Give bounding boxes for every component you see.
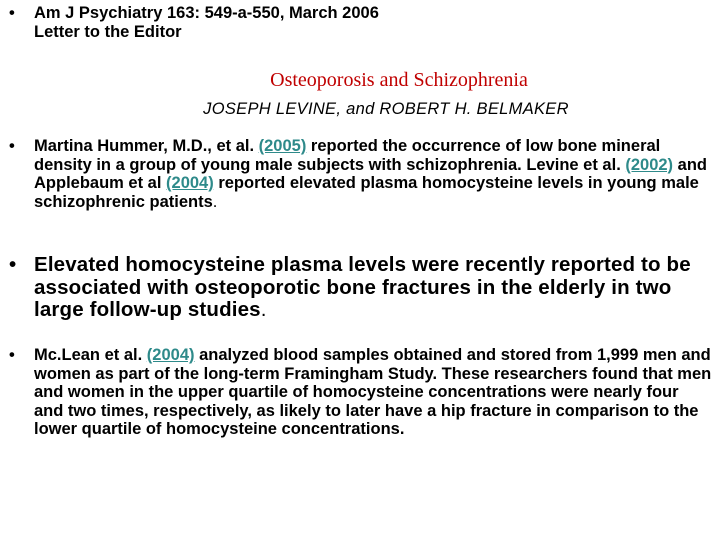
- bullet: •: [9, 253, 17, 276]
- citation-link-2002[interactable]: (2002): [625, 155, 674, 174]
- bullet: •: [9, 137, 15, 155]
- header-text: [34, 4, 712, 41]
- paragraph-text: [34, 346, 712, 439]
- text-run: Martina Hummer, M.D., et al.: [34, 137, 259, 155]
- text-run: Mc.Lean et al.: [34, 346, 147, 364]
- citation-link-2004[interactable]: (2004): [146, 346, 195, 364]
- article-type: Letter to the Editor: [34, 22, 182, 41]
- text-run: reported the occurrence of low bone mineral density in a group of young male subjects with schizophrenia. Levine et al.: [34, 137, 661, 174]
- bullet: •: [9, 346, 15, 364]
- text-run: Elevated homocysteine plasma levels were recently reported to be associated with osteoporotic bone fractures in the elderly in two large follow-up studies: [34, 253, 691, 321]
- authors: JOSEPH LEVINE, and ROBERT H. BELMAKER: [203, 100, 569, 118]
- text-run: analyzed blood samples obtained and stored from 1,999 men and women as part of the long-term Framingham Study. These researchers found that men and women in the upper quartile of homocysteine concentrations were nearly four and two times, respectively, as likely to later have a hip fracture in comparison to the lower quartile of homocysteine concentrations.: [34, 346, 712, 438]
- citation-link-2005[interactable]: (2005): [258, 137, 307, 155]
- text-run: and Applebaum et al: [34, 155, 707, 192]
- page-title: Osteoporosis and Schizophrenia: [270, 69, 528, 91]
- period: .: [260, 298, 267, 321]
- paragraph-text: [34, 254, 712, 322]
- paragraph-text: [34, 137, 712, 211]
- header-bullet: •: [9, 4, 15, 22]
- citation: Am J Psychiatry 163: 549-a-550, March 2006: [34, 4, 379, 22]
- citation-link-2004[interactable]: (2004): [166, 174, 214, 192]
- period: .: [212, 192, 218, 211]
- text-run: reported elevated plasma homocysteine levels in young male schizophrenic patients: [34, 174, 699, 211]
